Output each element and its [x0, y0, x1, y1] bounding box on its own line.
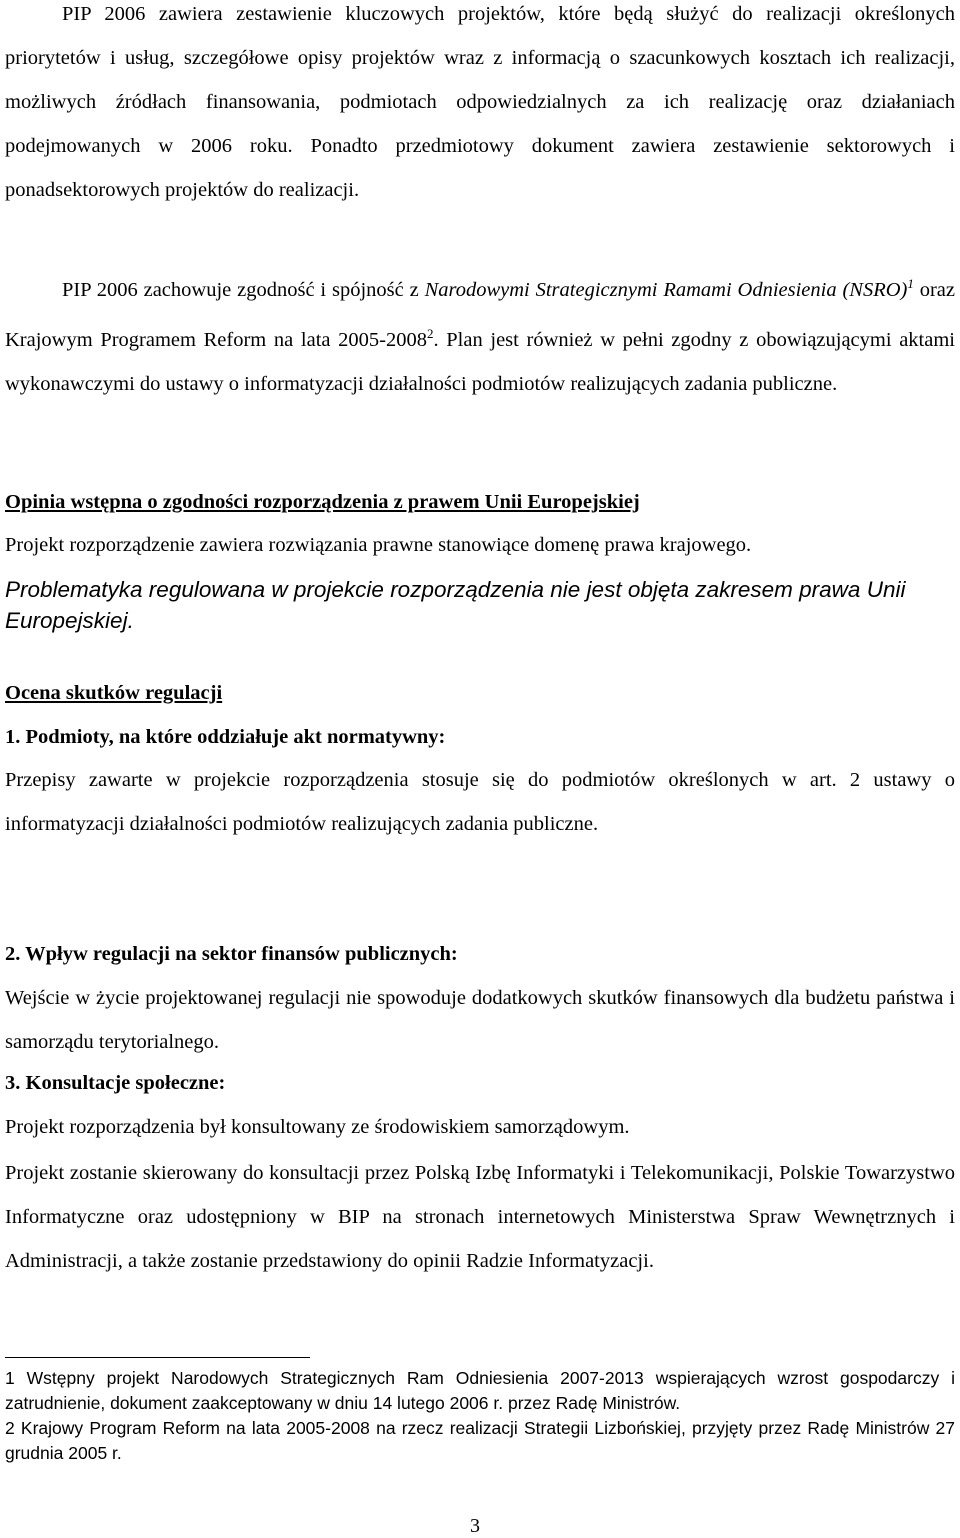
section-1-heading: 1. Podmioty, na które oddziałuje akt normatywny: — [5, 726, 446, 748]
nsro-name: Narodowymi Strategicznymi Ramami Odniesienia (NSRO) — [424, 278, 908, 301]
footnote-ref-1: 1 — [907, 276, 914, 291]
para2-start: PIP 2006 zachowuje zgodność i spójność z — [62, 278, 425, 301]
eu-compliance-heading: Opinia wstępna o zgodności rozporządzenia z prawem Unii Europejskiej — [5, 491, 640, 513]
footnote-2: 2 Krajowy Program Reform na lata 2005-2008 na rzecz realizacji Strategii Lizbońskiej, przyjęty przez Radę Ministrów 27 grudnia 2005 r. — [5, 1418, 955, 1463]
section-3-text-2: Projekt zostanie skierowany do konsultacji przez Polską Izbę Informatyki i Telekomunikacji, Polskie Towarzystwo Informatyczne oraz udostępniony w BIP na stronach internetowych Ministerstwa Spraw Wewnętrznych i Administracji, a także zostanie przedstawiony do opinii Radzie Informatyzacji. — [5, 1162, 955, 1272]
section-2-text: Wejście w życie projektowanej regulacji nie spowoduje dodatkowych skutków finansowych dla budżetu państwa i samorządu terytorialnego. — [5, 987, 955, 1053]
intro-paragraph-2 — [5, 262, 955, 406]
para2-end: . Plan jest również w pełni zgodny z obowiązującymi aktami wykonawczymi do ustawy o informatyzacji działalności podmiotów realizujących zadania publiczne. — [5, 328, 955, 395]
section-3-text-1: Projekt rozporządzenia był konsultowany ze środowiskiem samorządowym. — [5, 1116, 630, 1138]
section-3-heading: 3. Konsultacje społeczne: — [5, 1072, 226, 1094]
para2-mid: oraz Krajowym Programem Reform na lata 2005-2008 — [5, 278, 956, 351]
section-2-heading: 2. Wpływ regulacji na sektor finansów publicznych: — [5, 943, 458, 965]
eu-compliance-italic: Problematyka regulowana w projekcie rozporządzenia nie jest objęta zakresem prawa Unii Europejskiej. — [5, 577, 906, 633]
intro-paragraph-1: PIP 2006 zawiera zestawienie kluczowych projektów, które będą służyć do realizacji określonych priorytetów i usług, szczegółowe opisy projektów wraz z informacją o szacunkowych kosztach ich realizacji, możliwych źródłach finansowania, podmiotach odpowiedzialnych za ich realizację oraz działaniach podejmowanych w 2006 roku. Ponadto przedmiotowy dokument zawiera zestawienie sektorowych i ponadsektorowych projektów do realizacji. — [5, 3, 955, 201]
footnote-ref-2: 2 — [427, 325, 434, 341]
osr-heading: Ocena skutków regulacji — [5, 682, 223, 704]
footnote-separator — [5, 1357, 310, 1358]
section-1-text: Przepisy zawarte w projekcie rozporządzenia stosuje się do podmiotów określonych w art. 2 ustawy o informatyzacji działalności podmiotów realizujących zadania publiczne. — [5, 769, 955, 835]
eu-compliance-text: Projekt rozporządzenie zawiera rozwiązania prawne stanowiące domenę prawa krajowego. — [5, 534, 752, 556]
footnote-1: 1 Wstępny projekt Narodowych Strategicznych Ram Odniesienia 2007-2013 wspierających wzrost gospodarczy i zatrudnienie, dokument zaakceptowany w dniu 14 lutego 2006 r. przez Radę Ministrów. — [5, 1368, 955, 1413]
page-number: 3 — [470, 1515, 480, 1537]
